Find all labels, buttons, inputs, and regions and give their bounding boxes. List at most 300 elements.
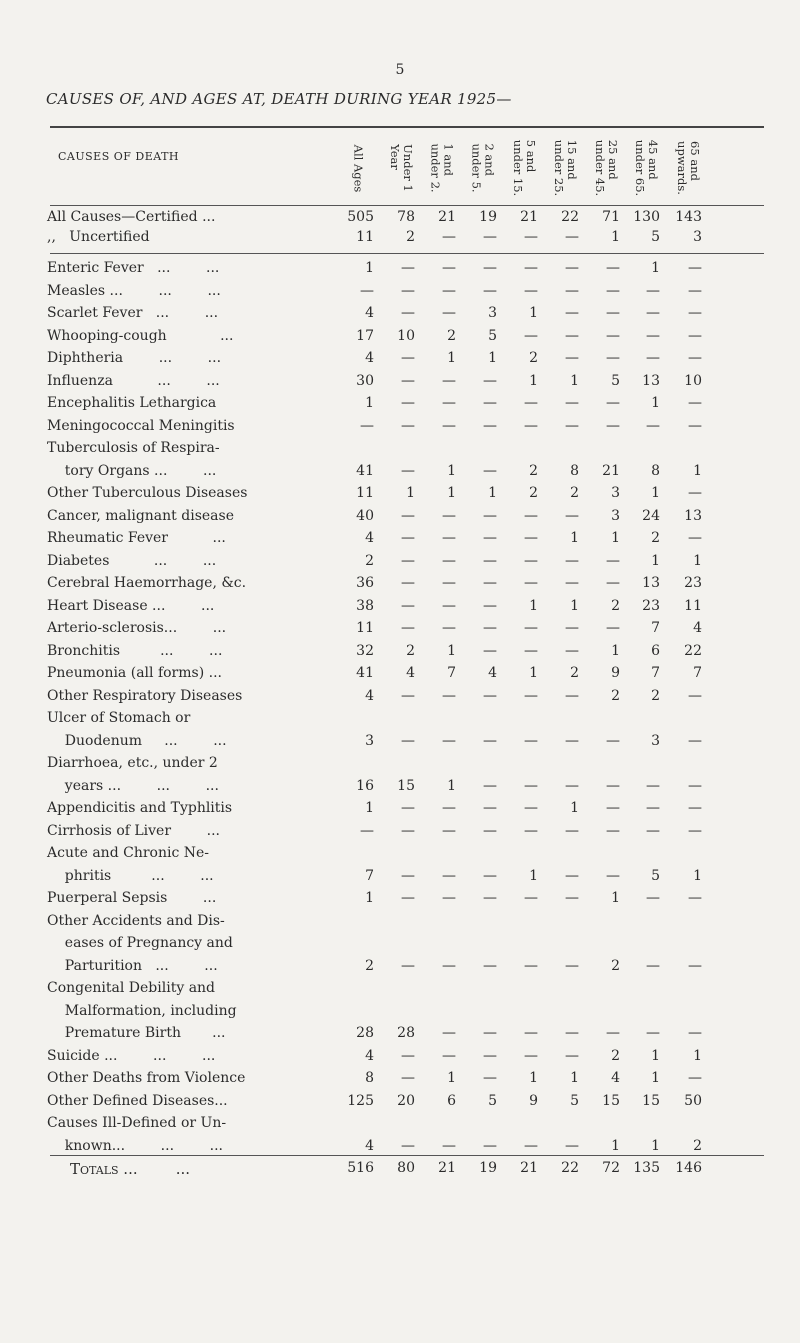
- row-value: 15: [642, 1092, 660, 1109]
- row-value: 7: [447, 665, 456, 681]
- row-value: 11: [356, 229, 374, 245]
- row-value: —: [524, 552, 538, 569]
- row-value: —: [688, 485, 702, 501]
- row-value: 5: [488, 327, 497, 344]
- row-value: 3: [611, 485, 620, 501]
- row-label: Premature Birth ...: [47, 1025, 226, 1041]
- row-value: —: [606, 260, 620, 276]
- cause-row: [0, 845, 800, 867]
- row-value: 1: [529, 372, 538, 389]
- row-value: —: [646, 305, 660, 321]
- row-label: Malformation, including: [47, 1002, 237, 1019]
- row-label: Encephalitis Lethargica: [47, 395, 217, 411]
- row-value: 50: [684, 1092, 702, 1109]
- row-value: 1: [570, 372, 579, 389]
- cause-row: [0, 1093, 800, 1115]
- row-value: —: [483, 395, 497, 411]
- row-value: —: [565, 1025, 579, 1041]
- row-value: —: [401, 372, 415, 389]
- cause-row: [0, 1115, 800, 1137]
- row-value: —: [483, 229, 497, 245]
- row-value: —: [606, 282, 620, 299]
- cause-row: [0, 778, 800, 800]
- causes-header: CAUSES OF DEATH: [58, 150, 179, 163]
- row-value: 1: [529, 597, 538, 614]
- cause-row: [0, 913, 800, 935]
- summary-row: [0, 209, 800, 231]
- row-value: —: [442, 597, 456, 614]
- row-value: —: [442, 372, 456, 389]
- row-value: —: [442, 507, 456, 524]
- row-label: All Causes—Certified ...: [47, 209, 216, 225]
- row-value: —: [606, 620, 620, 636]
- row-value: —: [606, 777, 620, 794]
- row-value: —: [688, 282, 702, 299]
- cause-row: [0, 755, 800, 777]
- row-value: 2: [611, 957, 620, 974]
- row-value: —: [565, 395, 579, 411]
- cause-row: [0, 958, 800, 980]
- row-value: —: [483, 530, 497, 546]
- row-value: 78: [397, 209, 415, 225]
- cause-row: [0, 800, 800, 822]
- row-value: 1: [529, 867, 538, 884]
- row-value: —: [401, 260, 415, 276]
- row-value: —: [524, 260, 538, 276]
- row-value: 19: [479, 209, 497, 225]
- row-label: Causes Ill-Defined or Un-: [47, 1115, 227, 1131]
- row-value: —: [524, 800, 538, 816]
- row-value: 4: [406, 665, 415, 681]
- row-value: 1: [447, 777, 456, 794]
- row-label: Enteric Fever ... ...: [47, 260, 220, 276]
- row-value: —: [483, 732, 497, 749]
- cause-row: [0, 350, 800, 372]
- cause-row: [0, 890, 800, 912]
- cause-row: [0, 305, 800, 327]
- row-value: —: [442, 822, 456, 839]
- row-value: —: [524, 1047, 538, 1064]
- row-value: 1: [570, 530, 579, 546]
- row-value: —: [442, 530, 456, 546]
- row-value: 4: [365, 1137, 374, 1154]
- row-value: 1: [651, 1070, 660, 1086]
- row-value: 1: [447, 1070, 456, 1086]
- row-value: 1: [488, 350, 497, 366]
- row-value: 9: [529, 1092, 538, 1109]
- row-value: —: [483, 597, 497, 614]
- row-value: —: [524, 327, 538, 344]
- row-value: 2: [529, 485, 538, 501]
- row-value: 1: [693, 867, 702, 884]
- row-value: —: [401, 1047, 415, 1064]
- row-value: 4: [611, 1070, 620, 1086]
- row-value: 1: [693, 1047, 702, 1064]
- row-value: —: [483, 957, 497, 974]
- row-value: —: [646, 890, 660, 906]
- row-value: 143: [675, 209, 702, 225]
- row-value: —: [401, 350, 415, 366]
- row-value: 3: [488, 305, 497, 321]
- row-value: —: [401, 732, 415, 749]
- row-value: 2: [529, 462, 538, 479]
- cause-row: [0, 643, 800, 665]
- row-value: 2: [570, 485, 579, 501]
- row-value: —: [483, 800, 497, 816]
- row-value: —: [360, 282, 374, 299]
- row-value: 24: [642, 507, 660, 524]
- row-value: 1: [611, 890, 620, 906]
- totals-rule: [50, 1155, 764, 1156]
- row-value: —: [524, 642, 538, 659]
- row-value: —: [606, 1025, 620, 1041]
- row-value: 2: [611, 597, 620, 614]
- row-value: 130: [633, 209, 660, 225]
- row-value: 1: [611, 1137, 620, 1154]
- row-value: 10: [397, 327, 415, 344]
- row-value: 1: [611, 642, 620, 659]
- row-value: —: [565, 620, 579, 636]
- row-value: —: [646, 282, 660, 299]
- row-value: —: [524, 687, 538, 704]
- row-value: —: [483, 822, 497, 839]
- row-value: —: [688, 957, 702, 974]
- cause-row: [0, 688, 800, 710]
- row-label: Whooping-cough ...: [47, 327, 234, 344]
- cause-row: [0, 1070, 800, 1092]
- row-label: Other Defined Diseases...: [47, 1092, 228, 1109]
- row-value: —: [401, 867, 415, 884]
- row-value: 21: [602, 462, 620, 479]
- row-value: 1: [447, 462, 456, 479]
- row-value: 1: [406, 485, 415, 501]
- cause-row: [0, 283, 800, 305]
- row-value: 11: [356, 485, 374, 501]
- row-value: —: [646, 350, 660, 366]
- row-value: —: [565, 777, 579, 794]
- row-value: —: [524, 417, 538, 434]
- row-value: —: [606, 552, 620, 569]
- cause-row: [0, 575, 800, 597]
- row-value: —: [688, 417, 702, 434]
- cause-row: [0, 935, 800, 957]
- cause-row: [0, 980, 800, 1002]
- row-value: 21: [520, 209, 538, 225]
- row-value: 10: [684, 372, 702, 389]
- cause-row: [0, 418, 800, 440]
- row-label: Other Accidents and Dis-: [47, 912, 225, 929]
- row-value: 11: [356, 620, 374, 636]
- column-header-text: Under 1 Year: [388, 144, 415, 192]
- row-value: 13: [642, 575, 660, 591]
- row-value: —: [524, 620, 538, 636]
- row-value: —: [483, 507, 497, 524]
- row-value: —: [565, 552, 579, 569]
- row-value: 1: [570, 1070, 579, 1086]
- row-value: 2: [611, 687, 620, 704]
- column-header: [510, 137, 538, 199]
- row-value: —: [401, 822, 415, 839]
- row-value: —: [442, 687, 456, 704]
- row-value: 20: [397, 1092, 415, 1109]
- row-label: Cirrhosis of Liver ...: [47, 822, 220, 839]
- cause-row: [0, 440, 800, 462]
- row-value: 2: [570, 665, 579, 681]
- row-value: 516: [347, 1160, 374, 1176]
- row-value: —: [401, 552, 415, 569]
- row-value: 22: [561, 1160, 579, 1176]
- row-value: —: [483, 575, 497, 591]
- row-value: 3: [693, 229, 702, 245]
- column-header-text: All Ages: [351, 144, 366, 192]
- row-value: —: [565, 282, 579, 299]
- row-value: 13: [642, 372, 660, 389]
- row-value: 38: [356, 597, 374, 614]
- row-value: —: [688, 305, 702, 321]
- row-label: Appendicitis and Typhlitis: [47, 800, 233, 816]
- row-value: —: [442, 575, 456, 591]
- cause-row: [0, 485, 800, 507]
- row-value: 3: [651, 732, 660, 749]
- row-value: —: [442, 867, 456, 884]
- row-value: —: [688, 350, 702, 366]
- row-value: 2: [447, 327, 456, 344]
- row-value: —: [524, 575, 538, 591]
- summary-rule: [50, 253, 764, 254]
- row-value: 72: [602, 1160, 620, 1176]
- row-label: Meningococcal Meningitis: [47, 417, 235, 434]
- row-value: 21: [520, 1160, 538, 1176]
- row-value: 21: [438, 209, 456, 225]
- page-title: CAUSES OF, AND AGES AT, DEATH DURING YEAR 1925—: [46, 90, 512, 108]
- row-value: 41: [356, 665, 374, 681]
- row-value: —: [646, 1025, 660, 1041]
- row-value: —: [442, 620, 456, 636]
- row-value: 1: [570, 597, 579, 614]
- row-value: 8: [570, 462, 579, 479]
- row-label: years ... ... ...: [47, 777, 219, 794]
- row-label: Pneumonia (all forms) ...: [47, 665, 222, 681]
- row-value: 1: [611, 229, 620, 245]
- row-label: phritis ... ...: [47, 867, 214, 884]
- row-value: —: [688, 1070, 702, 1086]
- row-value: 13: [684, 507, 702, 524]
- row-value: —: [401, 417, 415, 434]
- row-value: 4: [693, 620, 702, 636]
- cause-row: [0, 508, 800, 530]
- row-value: 7: [651, 620, 660, 636]
- row-value: 36: [356, 575, 374, 591]
- row-value: 7: [693, 665, 702, 681]
- column-header-text: 5 and under 15.: [511, 139, 539, 197]
- cause-row: [0, 665, 800, 687]
- row-label: Cancer, malignant disease: [47, 507, 234, 524]
- row-value: —: [401, 575, 415, 591]
- row-label: Suicide ... ... ...: [47, 1047, 216, 1064]
- row-value: 4: [365, 530, 374, 546]
- row-value: —: [646, 957, 660, 974]
- row-value: 8: [651, 462, 660, 479]
- row-value: 1: [529, 1070, 538, 1086]
- row-value: —: [483, 372, 497, 389]
- row-value: 22: [561, 209, 579, 225]
- row-label: Acute and Chronic Ne-: [47, 845, 210, 861]
- row-value: —: [565, 260, 579, 276]
- row-value: 19: [479, 1160, 497, 1176]
- row-value: —: [483, 620, 497, 636]
- row-value: —: [688, 777, 702, 794]
- row-value: —: [688, 260, 702, 276]
- row-value: 5: [651, 867, 660, 884]
- row-value: 2: [529, 350, 538, 366]
- row-value: 2: [651, 530, 660, 546]
- row-label: Tuberculosis of Respira-: [47, 440, 220, 456]
- row-value: 15: [602, 1092, 620, 1109]
- row-label: Duodenum ... ...: [47, 732, 227, 749]
- row-value: —: [606, 822, 620, 839]
- row-value: —: [483, 1025, 497, 1041]
- row-value: 2: [365, 552, 374, 569]
- row-label: eases of Pregnancy and: [47, 935, 233, 951]
- row-value: —: [688, 395, 702, 411]
- row-value: —: [442, 890, 456, 906]
- row-value: —: [524, 822, 538, 839]
- row-value: 28: [356, 1025, 374, 1041]
- row-value: —: [483, 1047, 497, 1064]
- row-label: Measles ... ... ...: [47, 282, 221, 299]
- row-value: —: [606, 575, 620, 591]
- row-value: —: [524, 777, 538, 794]
- row-label: Totals ... ...: [70, 1160, 191, 1178]
- row-value: —: [483, 282, 497, 299]
- row-value: —: [524, 395, 538, 411]
- row-value: 1: [570, 800, 579, 816]
- row-value: —: [565, 1047, 579, 1064]
- row-value: 1: [651, 1047, 660, 1064]
- row-value: —: [401, 597, 415, 614]
- row-value: —: [483, 867, 497, 884]
- row-label: Other Tuberculous Diseases: [47, 485, 248, 501]
- row-label: Parturition ... ...: [47, 957, 218, 974]
- row-value: —: [401, 957, 415, 974]
- column-header-text: 45 and under 65.: [633, 139, 661, 197]
- row-value: 6: [447, 1092, 456, 1109]
- row-label: Scarlet Fever ... ...: [47, 305, 219, 321]
- cause-row: [0, 1003, 800, 1025]
- row-value: —: [565, 1137, 579, 1154]
- cause-row: [0, 1025, 800, 1047]
- row-value: 2: [406, 229, 415, 245]
- column-header-text: 25 and under 45.: [593, 139, 621, 197]
- row-value: —: [401, 1137, 415, 1154]
- column-header-text: 65 and upwards.: [675, 141, 703, 195]
- row-label: Arterio-sclerosis... ...: [47, 620, 227, 636]
- row-value: —: [483, 462, 497, 479]
- row-value: 8: [365, 1070, 374, 1086]
- row-value: —: [606, 732, 620, 749]
- row-value: 4: [488, 665, 497, 681]
- cause-row: [0, 553, 800, 575]
- row-value: —: [524, 507, 538, 524]
- row-value: 1: [651, 485, 660, 501]
- row-value: —: [646, 800, 660, 816]
- row-value: —: [688, 732, 702, 749]
- row-value: —: [442, 282, 456, 299]
- row-value: 7: [651, 665, 660, 681]
- cause-row: [0, 1138, 800, 1160]
- cause-row: [0, 868, 800, 890]
- cause-row: [0, 710, 800, 732]
- row-value: —: [524, 957, 538, 974]
- row-value: —: [565, 890, 579, 906]
- row-value: —: [401, 620, 415, 636]
- cause-row: [0, 530, 800, 552]
- row-value: —: [442, 417, 456, 434]
- row-value: —: [483, 890, 497, 906]
- row-value: 5: [488, 1092, 497, 1109]
- row-value: 6: [651, 642, 660, 659]
- row-value: —: [565, 575, 579, 591]
- row-value: —: [360, 822, 374, 839]
- row-value: 3: [365, 732, 374, 749]
- row-value: —: [565, 957, 579, 974]
- row-value: 5: [611, 372, 620, 389]
- column-header: [344, 137, 372, 199]
- column-header-text: 2 and under 5.: [470, 143, 498, 193]
- row-label: Heart Disease ... ...: [47, 597, 215, 614]
- column-header: [428, 137, 456, 199]
- row-value: 16: [356, 777, 374, 794]
- row-value: 1: [651, 260, 660, 276]
- row-value: 40: [356, 507, 374, 524]
- row-value: 5: [651, 229, 660, 245]
- row-value: 1: [651, 1137, 660, 1154]
- row-label: Ulcer of Stomach or: [47, 710, 191, 726]
- row-value: —: [565, 327, 579, 344]
- row-label: Diabetes ... ...: [47, 552, 217, 569]
- cause-row: [0, 373, 800, 395]
- row-value: 2: [611, 1047, 620, 1064]
- row-value: 5: [570, 1092, 579, 1109]
- row-value: 22: [684, 642, 702, 659]
- column-header: [674, 137, 702, 199]
- row-label: Rheumatic Fever ...: [47, 530, 226, 546]
- row-value: —: [606, 867, 620, 884]
- row-value: 23: [684, 575, 702, 591]
- row-value: —: [646, 777, 660, 794]
- column-header-text: 15 and under 25.: [552, 139, 580, 197]
- row-value: —: [524, 229, 538, 245]
- row-value: 9: [611, 665, 620, 681]
- row-value: 1: [529, 305, 538, 321]
- row-value: —: [565, 507, 579, 524]
- row-value: —: [442, 1025, 456, 1041]
- row-value: —: [606, 305, 620, 321]
- row-value: —: [401, 890, 415, 906]
- row-value: —: [442, 260, 456, 276]
- row-value: —: [401, 462, 415, 479]
- row-value: 28: [397, 1025, 415, 1041]
- row-value: —: [483, 417, 497, 434]
- row-value: 1: [488, 485, 497, 501]
- row-value: 17: [356, 327, 374, 344]
- row-value: 1: [365, 800, 374, 816]
- row-value: —: [442, 552, 456, 569]
- row-value: —: [606, 395, 620, 411]
- row-value: 1: [447, 642, 456, 659]
- row-value: 2: [365, 957, 374, 974]
- row-value: 32: [356, 642, 374, 659]
